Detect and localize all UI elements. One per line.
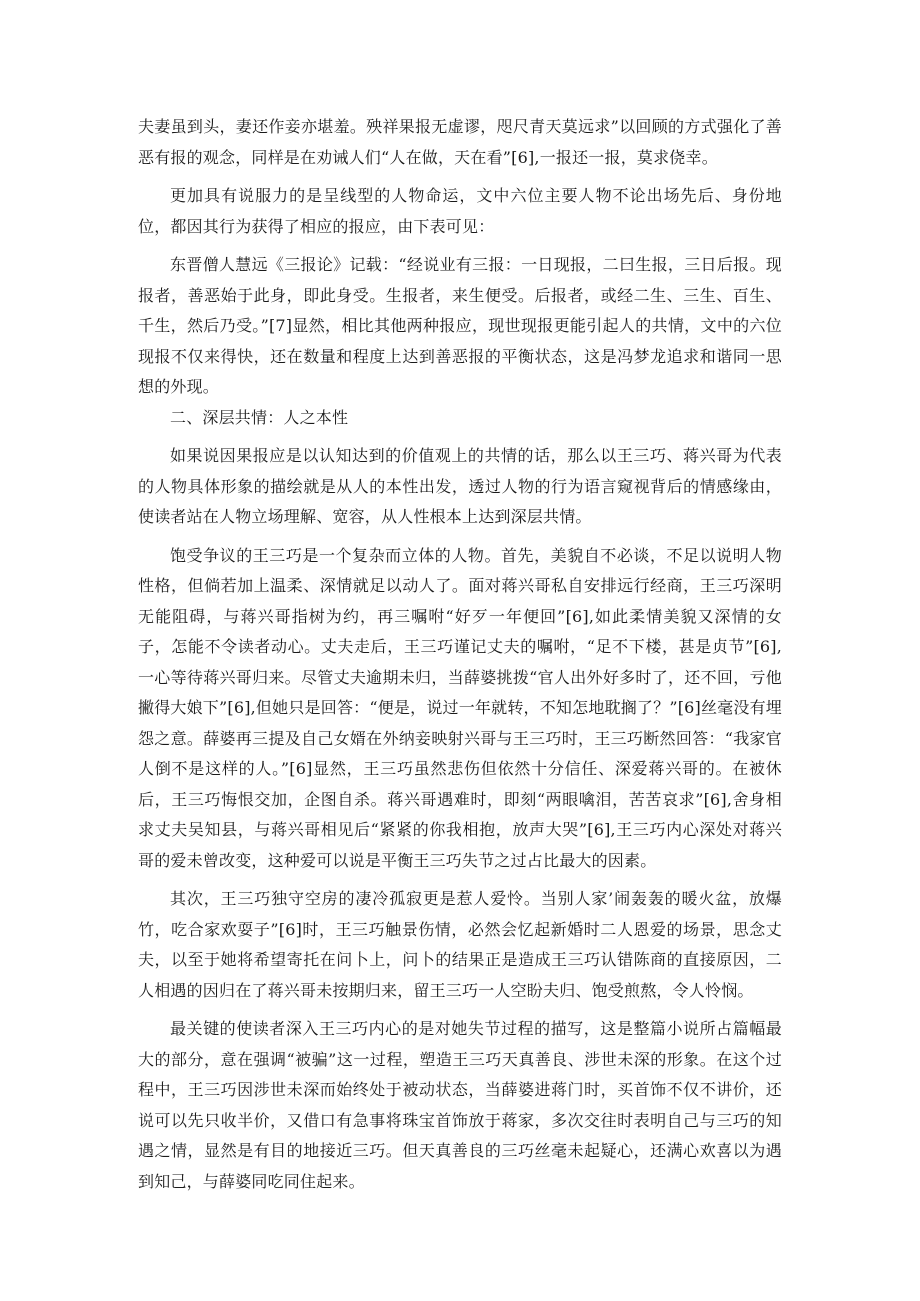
- document-page: [138, 112, 782, 1197]
- paragraph-deep-empathy: 如果说因果报应是以认知达到的价值观上的共情的话，那么以王三巧、蒋兴哥为代表的人物具体形象的描绘就是从人的本性出发，透过人物的行为语言窥视背后的情感缘由，使读者站在人物立场理解、宽容，从人性根本上达到深层共情。: [138, 446, 782, 526]
- section-heading: 二、深层共情：人之本性: [170, 407, 349, 427]
- paragraph-deception: 最关键的使读者深入王三巧内心的是对她失节过程的描写，这是整篇小说所占篇幅最大的部分，意在强调“被骗”这一过程，塑造王三巧天真善良、涉世未深的形象。在这个过程中，王三巧因涉世未深而始终处于被动状态，当薛婆进蒋门时，买首饰不仅不讲价，还说可以先只收半价，又借口有急事将珠宝首饰放于蒋家，多次交往时表明自己与三巧的知遇之情，显然是有目的地接近三巧。但天真善良的三巧丝毫未起疑心，还满心欢喜以为遇到知己，与薛婆同吃同住起来。: [138, 1019, 782, 1191]
- paragraph-continuation: 夫妻虽到头，妻还作妾亦堪羞。殃祥果报无虚谬，咫尺青天莫远求”以回顾的方式强化了善恶有报的观念，同样是在劝诫人们“人在做，天在看”[6],一报还一报，莫求侥幸。: [138, 117, 782, 167]
- paragraph-wang-sanqiao: 饱受争议的王三巧是一个复杂而立体的人物。首先，美貌自不必谈，不足以说明人物性格，但倘若加上温柔、深情就足以动人了。面对蒋兴哥私自安排远行经商，王三巧深明无能阻碍，与蒋兴哥指树为约，再三嘱咐“好歹一年便回”[6],如此柔情美貌又深情的女子，怎能不令读者动心。丈夫走后，王三巧谨记丈夫的嘱咐，“足不下楼，甚是贞节”[6],一心等待蒋兴哥归来。尽管丈夫逾期未归，当薛婆挑拨“官人出外好多时了，还不回，亏他撇得大娘下”[6],但她只是回答：“便是，说过一年就转，不知怎地耽搁了？”[6]丝毫没有埋怨之意。薛婆再三提及自己女婿在外纳妾映射兴哥与王三巧时，王三巧断然回答：“我家官人倒不是这样的人。”[6]显然，王三巧虽然悲伤但依然十分信任、深爱蒋兴哥的。在被休后，王三巧悔恨交加，企图自杀。蒋兴哥遇难时，即刻“两眼噙泪，苦苦哀求”[6],舍身相求丈夫吴知县，与蒋兴哥相见后“紧紧的你我相抱，放声大哭”[6],王三巧内心深处对蒋兴哥的爱未曾改变，这种爱可以说是平衡王三巧失节之过占比最大的因素。: [138, 545, 782, 870]
- paragraph-loneliness: 其次，王三巧独守空房的凄冷孤寂更是惹人爱怜。当别人家’闹轰轰的暖火盆，放爆竹，吃合家欢耍子”[6]时，王三巧触景伤情，必然会忆起新婚时二人恩爱的场景，思念丈夫，以至于她将希望寄托在问卜上，问卜的结果正是造成王三巧认错陈商的直接原因，二人相遇的因归在了蒋兴哥未按期归来，留王三巧一人空盼夫归、饱受煎熬，令人怜悯。: [138, 889, 782, 1000]
- paragraph-three-retributions: 东晋僧人慧远《三报论》记载：“经说业有三报：一日现报，二曰生报，三日后报。现报者，善恶始于此身，即此身受。生报者，来生便受。后报者，或经二生、三生、百生、千生，然后乃受。”[7]显然，相比其他两种报应，现世现报更能引起人的共情，文中的六位现报不仅来得快，还在数量和程度上达到善恶报的平衡状态，这是冯梦龙追求和谐同一思想的外现。: [138, 255, 782, 396]
- paragraph-persuasion: 更加具有说服力的是呈线型的人物命运，文中六位主要人物不论出场先后、身份地位，都因其行为获得了相应的报应，由下表可见：: [138, 186, 782, 236]
